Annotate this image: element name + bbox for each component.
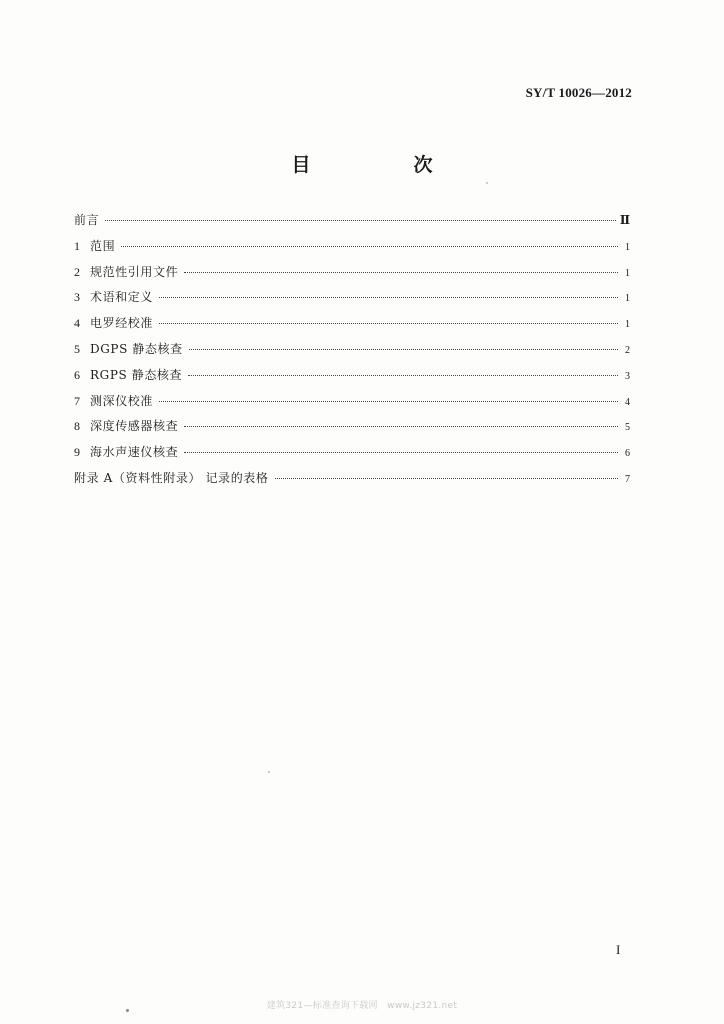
toc-entry-2[interactable] <box>74 263 630 289</box>
dot-leader <box>105 220 616 221</box>
toc-page-number: 4 <box>625 396 630 408</box>
footer-watermark: 建筑321—标准查询下载网 www.jz321.net <box>266 1001 458 1011</box>
dot-leader <box>184 452 618 453</box>
toc-page-number: 1 <box>625 267 630 279</box>
scan-speck <box>126 1009 129 1012</box>
dot-leader <box>159 323 618 324</box>
dot-leader <box>184 426 618 427</box>
toc-entry-8[interactable] <box>74 417 630 443</box>
toc-page-number: 3 <box>625 370 630 382</box>
toc-label: RGPS 静态核查 <box>90 367 183 382</box>
toc-entry-3[interactable] <box>74 288 630 314</box>
dot-leader <box>159 401 618 402</box>
scan-speck <box>268 771 270 773</box>
toc-page-number: Ⅱ <box>619 213 630 227</box>
toc-entry-1[interactable] <box>74 237 630 263</box>
dot-leader <box>188 375 618 376</box>
toc-clause-number: 6 <box>74 367 80 382</box>
toc-page-number: 2 <box>625 344 630 356</box>
dot-leader <box>121 246 618 247</box>
dot-leader <box>189 349 618 350</box>
toc-label: 电罗经校准 <box>90 316 154 331</box>
page-folio: I <box>616 942 621 957</box>
toc-label: 前言 <box>74 213 100 227</box>
page-title: 目 次 <box>291 154 475 176</box>
toc-clause-number: 2 <box>74 264 80 279</box>
toc-clause-number: 4 <box>74 316 80 331</box>
toc-page-number: 5 <box>625 422 630 434</box>
toc-entry-5[interactable] <box>74 340 630 366</box>
toc-entry-9[interactable] <box>74 443 630 469</box>
table-of-contents <box>74 211 630 495</box>
toc-entry-7[interactable] <box>74 392 630 418</box>
toc-clause-number: 9 <box>74 445 80 460</box>
scan-speck <box>486 182 488 184</box>
dot-leader <box>184 272 618 273</box>
dot-leader <box>159 297 618 298</box>
toc-entry-6[interactable] <box>74 366 630 392</box>
toc-label: 范围 <box>90 238 116 253</box>
toc-clause-number: 7 <box>74 393 80 408</box>
toc-label: 深度传感器核查 <box>90 419 179 434</box>
toc-clause-number: 5 <box>74 341 80 356</box>
dot-leader <box>275 478 619 479</box>
toc-label: 术语和定义 <box>90 290 154 305</box>
toc-label: 测深仪校准 <box>90 393 154 408</box>
toc-clause-number: 8 <box>74 419 80 434</box>
toc-clause-number: 1 <box>74 238 80 253</box>
toc-page-number: 6 <box>625 448 630 460</box>
toc-page-number: 1 <box>625 319 630 331</box>
toc-label: 规范性引用文件 <box>90 264 179 279</box>
toc-entry-foreword[interactable] <box>74 211 630 237</box>
toc-label: 附录 A（资料性附录） 记录的表格 <box>74 470 269 485</box>
toc-page-number: 7 <box>625 473 630 485</box>
toc-label: 海水声速仪核查 <box>90 445 179 460</box>
toc-page-number: 1 <box>625 241 630 253</box>
toc-page-number: 1 <box>625 293 630 305</box>
toc-entry-4[interactable] <box>74 314 630 340</box>
standard-code: SY/T 10026—2012 <box>525 85 632 100</box>
toc-clause-number: 3 <box>74 290 80 305</box>
toc-entry-annex-a[interactable] <box>74 469 630 495</box>
toc-label: DGPS 静态核查 <box>90 341 183 356</box>
